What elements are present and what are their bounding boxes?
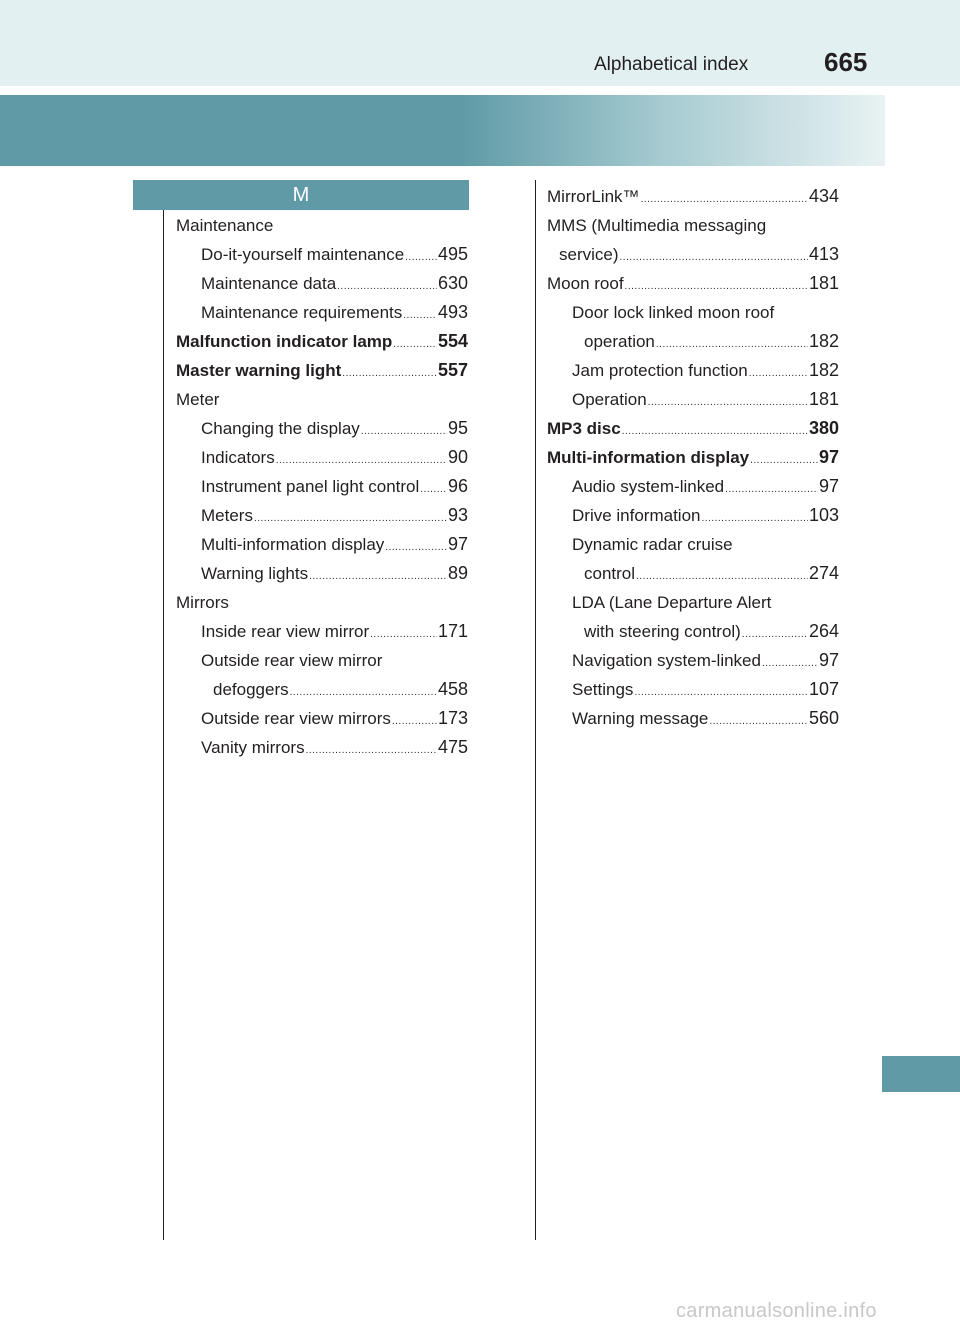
leader-dots bbox=[656, 330, 808, 359]
index-entry-text: Door lock linked moon roof bbox=[572, 303, 775, 322]
index-entry[interactable] bbox=[176, 327, 468, 356]
index-entry[interactable] bbox=[176, 356, 468, 385]
leader-dots bbox=[403, 301, 437, 330]
leader-dots bbox=[634, 678, 808, 707]
index-entry-text: Mirrors bbox=[176, 593, 229, 612]
watermark: carmanualsonline.info bbox=[676, 1300, 877, 1322]
index-entry[interactable] bbox=[547, 240, 839, 269]
index-entry bbox=[547, 530, 839, 559]
index-entry[interactable] bbox=[176, 269, 468, 298]
index-page-number[interactable]: 554 bbox=[437, 331, 468, 351]
leader-dots bbox=[725, 475, 818, 504]
leader-dots bbox=[361, 417, 447, 446]
index-entry-text: Jam protection function bbox=[572, 361, 748, 380]
index-entry-text: Dynamic radar cruise bbox=[572, 535, 733, 554]
index-page-number[interactable]: 264 bbox=[808, 621, 839, 641]
index-entry-text: with steering control) bbox=[584, 622, 741, 641]
index-entry-text: Warning lights bbox=[201, 564, 309, 583]
index-entry bbox=[176, 385, 468, 414]
index-entry[interactable] bbox=[176, 472, 468, 501]
index-page-number[interactable]: 181 bbox=[808, 273, 839, 293]
index-page-number[interactable]: 182 bbox=[808, 331, 839, 351]
index-entry-text: Drive information bbox=[572, 506, 701, 525]
leader-dots bbox=[393, 330, 437, 359]
leader-dots bbox=[709, 707, 808, 736]
index-entry-text: Settings bbox=[572, 680, 634, 699]
index-entry-text: MP3 disc bbox=[547, 419, 621, 438]
leader-dots bbox=[702, 504, 808, 533]
index-page-number[interactable]: 630 bbox=[437, 273, 468, 293]
index-entry[interactable] bbox=[176, 675, 468, 704]
page-title: Alphabetical index bbox=[594, 54, 749, 75]
index-entry-text: MirrorLink™ bbox=[547, 187, 640, 206]
index-entry-text: Master warning light bbox=[176, 361, 342, 380]
index-entry[interactable] bbox=[176, 530, 468, 559]
index-entry[interactable] bbox=[547, 617, 839, 646]
leader-dots bbox=[337, 272, 437, 301]
index-entry-text: Maintenance data bbox=[201, 274, 337, 293]
index-page-number[interactable]: 495 bbox=[437, 244, 468, 264]
index-page-number[interactable]: 97 bbox=[447, 534, 468, 554]
right-column-rule bbox=[535, 180, 536, 1240]
index-entry[interactable] bbox=[547, 646, 839, 675]
index-entry-text: LDA (Lane Departure Alert bbox=[572, 593, 772, 612]
index-entry-text: Vanity mirrors bbox=[201, 738, 305, 757]
index-page-number[interactable]: 103 bbox=[808, 505, 839, 525]
index-page-number[interactable]: 90 bbox=[447, 447, 468, 467]
leader-dots bbox=[392, 707, 437, 736]
index-page-number[interactable]: 274 bbox=[808, 563, 839, 583]
index-page-number[interactable]: 97 bbox=[818, 447, 839, 467]
index-entry[interactable] bbox=[547, 182, 839, 211]
index-page-number[interactable]: 96 bbox=[447, 476, 468, 496]
header-strip bbox=[0, 0, 960, 86]
leader-dots bbox=[306, 736, 437, 765]
index-page-number[interactable]: 458 bbox=[437, 679, 468, 699]
leader-dots bbox=[762, 649, 818, 678]
left-column-rule bbox=[163, 210, 164, 1240]
index-entry-text: defoggers bbox=[213, 680, 289, 699]
index-page-number[interactable]: 182 bbox=[808, 360, 839, 380]
index-entry bbox=[176, 211, 468, 240]
index-entry[interactable] bbox=[547, 559, 839, 588]
index-entry[interactable] bbox=[176, 443, 468, 472]
leader-dots bbox=[625, 272, 808, 301]
index-entry-text: Maintenance bbox=[176, 216, 274, 235]
index-entry[interactable] bbox=[176, 733, 468, 762]
index-entry-text: Operation bbox=[572, 390, 647, 409]
leader-dots bbox=[276, 446, 447, 475]
right-index-column bbox=[547, 182, 839, 733]
index-entry[interactable] bbox=[547, 356, 839, 385]
index-entry[interactable] bbox=[547, 443, 839, 472]
leader-dots bbox=[420, 475, 447, 504]
index-entry-text: Do-it-yourself maintenance bbox=[201, 245, 405, 264]
index-page-number[interactable]: 173 bbox=[437, 708, 468, 728]
index-page-number[interactable]: 93 bbox=[447, 505, 468, 525]
index-page-number[interactable]: 107 bbox=[808, 679, 839, 699]
page-number: 665 bbox=[824, 47, 868, 77]
leader-dots bbox=[641, 185, 808, 214]
index-entry[interactable] bbox=[547, 414, 839, 443]
index-entry[interactable] bbox=[547, 269, 839, 298]
index-entry[interactable] bbox=[176, 704, 468, 733]
index-entry bbox=[176, 646, 468, 675]
index-entry-text: Maintenance requirements bbox=[201, 303, 403, 322]
index-entry-text: Multi-information display bbox=[201, 535, 385, 554]
index-entry[interactable] bbox=[547, 501, 839, 530]
index-entry-text: operation bbox=[584, 332, 655, 351]
leader-dots bbox=[620, 243, 808, 272]
index-entry-text: Outside rear view mirror bbox=[201, 651, 383, 670]
index-entry-text: Inside rear view mirror bbox=[201, 622, 370, 641]
index-entry-text: control bbox=[584, 564, 636, 583]
index-entry[interactable] bbox=[176, 617, 468, 646]
index-entry[interactable] bbox=[547, 385, 839, 414]
leader-dots bbox=[742, 620, 808, 649]
index-page-number[interactable]: 97 bbox=[818, 650, 839, 670]
left-index-column bbox=[176, 211, 468, 762]
index-page-number[interactable]: 493 bbox=[437, 302, 468, 322]
header-banner bbox=[0, 95, 885, 166]
index-entry[interactable] bbox=[176, 501, 468, 530]
index-page-number[interactable]: 181 bbox=[808, 389, 839, 409]
index-entry-text: Moon roof bbox=[547, 274, 624, 293]
index-entry-text: Meter bbox=[176, 390, 220, 409]
index-entry[interactable] bbox=[547, 327, 839, 356]
leader-dots bbox=[648, 388, 808, 417]
leader-dots bbox=[636, 562, 808, 591]
index-entry[interactable] bbox=[547, 472, 839, 501]
leader-dots bbox=[622, 417, 808, 446]
index-entry[interactable] bbox=[176, 414, 468, 443]
index-page-number[interactable]: 557 bbox=[437, 360, 468, 380]
section-header-m: M bbox=[133, 180, 469, 210]
leader-dots bbox=[290, 678, 437, 707]
index-entry-text: Warning message bbox=[572, 709, 709, 728]
index-page-number[interactable]: 434 bbox=[808, 186, 839, 206]
index-page-number[interactable]: 97 bbox=[818, 476, 839, 496]
index-entry-text: Instrument panel light control bbox=[201, 477, 420, 496]
index-entry[interactable] bbox=[176, 298, 468, 327]
index-entry[interactable] bbox=[547, 704, 839, 733]
leader-dots bbox=[749, 359, 808, 388]
index-entry-text: service) bbox=[559, 245, 619, 264]
index-page-number[interactable]: 171 bbox=[437, 621, 468, 641]
index-entry-text: Malfunction indicator lamp bbox=[176, 332, 393, 351]
index-page-number[interactable]: 413 bbox=[808, 244, 839, 264]
index-page-number[interactable]: 95 bbox=[447, 418, 468, 438]
index-page-number[interactable]: 560 bbox=[808, 708, 839, 728]
index-entry bbox=[547, 298, 839, 327]
index-entry[interactable] bbox=[547, 675, 839, 704]
leader-dots bbox=[385, 533, 447, 562]
index-page-number[interactable]: 89 bbox=[447, 563, 468, 583]
index-entry[interactable] bbox=[176, 559, 468, 588]
leader-dots bbox=[342, 359, 437, 388]
index-entry-text: Multi-information display bbox=[547, 448, 750, 467]
index-entry-text: Outside rear view mirrors bbox=[201, 709, 391, 728]
index-page-number[interactable]: 380 bbox=[808, 418, 839, 438]
leader-dots bbox=[405, 243, 437, 272]
leader-dots bbox=[254, 504, 447, 533]
index-entry-text: Navigation system-linked bbox=[572, 651, 761, 670]
index-page-number[interactable]: 475 bbox=[437, 737, 468, 757]
index-entry-text: MMS (Multimedia messaging bbox=[547, 216, 767, 235]
index-entry-text: Audio system-linked bbox=[572, 477, 725, 496]
index-entry-text: Indicators bbox=[201, 448, 275, 467]
index-entry bbox=[176, 588, 468, 617]
chapter-tab[interactable] bbox=[882, 1056, 960, 1092]
leader-dots bbox=[370, 620, 437, 649]
index-entry bbox=[547, 211, 839, 240]
leader-dots bbox=[309, 562, 447, 591]
index-entry-text: Meters bbox=[201, 506, 253, 525]
index-entry[interactable] bbox=[176, 240, 468, 269]
index-entry-text: Changing the display bbox=[201, 419, 360, 438]
index-entry bbox=[547, 588, 839, 617]
leader-dots bbox=[750, 446, 818, 475]
